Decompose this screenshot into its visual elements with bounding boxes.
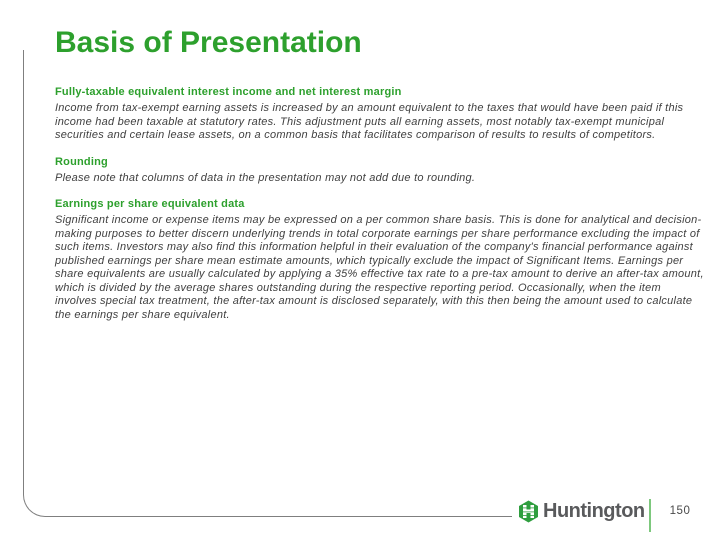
huntington-hexagon-icon — [518, 500, 539, 523]
section-heading: Earnings per share equivalent data — [55, 198, 245, 210]
section-rounding — [55, 156, 705, 186]
huntington-wordmark: Huntington — [543, 500, 645, 522]
page-number: 150 — [669, 505, 691, 517]
footer-divider-line — [649, 499, 651, 532]
section-body: Please note that columns of data in the presentation may not add due to rounding. — [55, 171, 476, 184]
section-body: Income from tax-exempt earning assets is increased by an amount equivalent to the taxes that would have been paid if this income had been taxable at statutory rates. This adjustment puts all earning assets, most notably tax-exempt municipal securities and certain lease assets, on a common basis that facilitates comparison of results to results of competitors. — [55, 102, 684, 141]
slide-content — [55, 86, 705, 322]
section-fte — [55, 86, 705, 143]
huntington-logo — [518, 500, 645, 523]
section-heading: Rounding — [55, 155, 108, 168]
section-heading: Fully-taxable equivalent interest income and net interest margin — [55, 86, 402, 98]
section-body: Significant income or expense items may be expressed on a per common share basis. This is done for analytical and decision-making purposes to better discern underlying trends in total corporate earnings per share performance excluding the impact of such items. Investors may also find this information helpful in their evaluation of the company's financial performance against published earnings per share mean estimate amounts, which typically exclude the impact of Significant Items. Earnings per share equivalents are usually calculated by applying a 35% effective tax rate to a pre-tax amount to derive an after-tax amount, which is divided by the average shares outstanding during the respective reporting period. Occasionally, when the item involves special tax treatment, the after-tax amount is disclosed separately, with this then being the amount used to calculate the earnings per share equivalent. — [55, 214, 704, 321]
section-eps-equivalent — [55, 198, 705, 322]
page-title: Basis of Presentation — [55, 26, 362, 59]
